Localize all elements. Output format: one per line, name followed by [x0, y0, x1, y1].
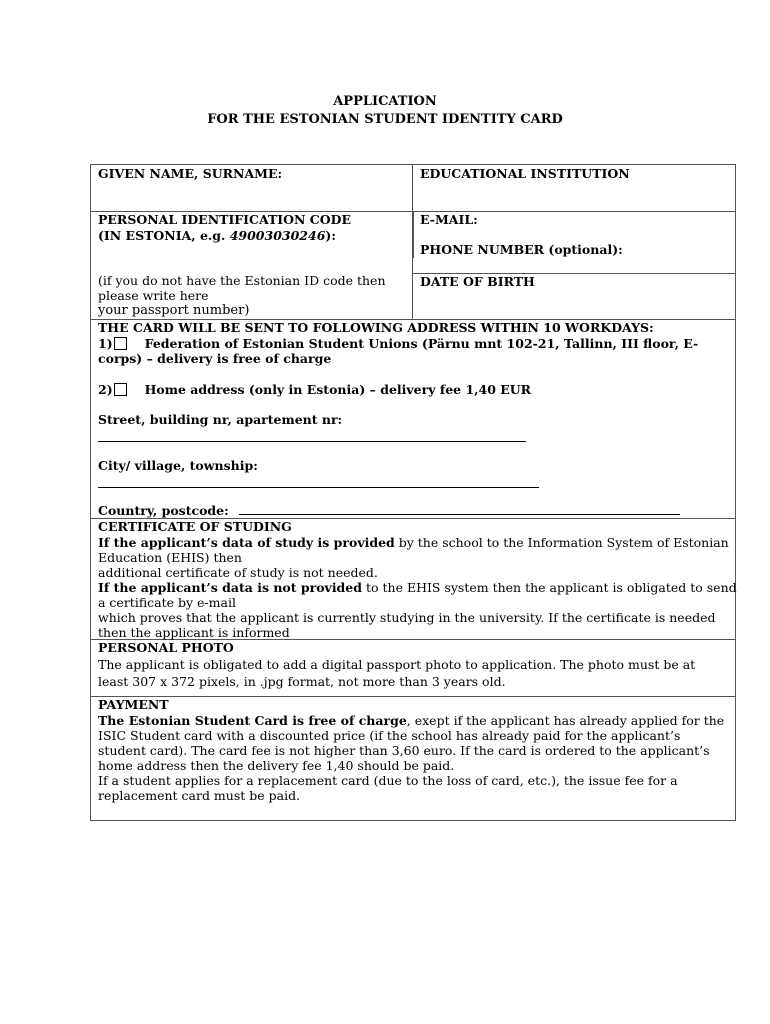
personal-code-label: PERSONAL IDENTIFICATION CODE [98, 212, 351, 227]
row-id-contact [90, 212, 736, 320]
country-label: Country, postcode: [98, 503, 229, 518]
city-input-line[interactable] [98, 487, 539, 488]
document-title: APPLICATION [333, 94, 437, 109]
payment-heading: PAYMENT [98, 697, 169, 712]
institution-label: EDUCATIONAL INSTITUTION [420, 166, 630, 181]
delivery-option-2: 2) Home address (only in Estonia) – delivery fee 1,40 EUR [98, 382, 532, 397]
certificate-paragraph-2: If the applicant’s data is not provided to the EHIS system then the applicant is obligated to send a certificate by e-mail which proves that the applicant is currently studying in the university. If the certificate is needed then the applicant is informed [98, 580, 737, 640]
institution-field[interactable] [413, 165, 735, 211]
email-phone-field[interactable] [413, 212, 735, 273]
row-certificate [90, 519, 736, 640]
personal-code-field[interactable] [91, 212, 413, 319]
street-input-line[interactable] [98, 441, 526, 442]
passport-note-line3: your passport number) [98, 303, 250, 318]
row-payment [90, 697, 736, 821]
delivery-heading: THE CARD WILL BE SENT TO FOLLOWING ADDRESS WITHIN 10 WORKDAYS: [98, 320, 654, 335]
street-label: Street, building nr, apartement nr: [98, 412, 343, 427]
dob-label: DATE OF BIRTH [420, 274, 535, 289]
date-of-birth-field[interactable] [413, 274, 735, 319]
row-name-institution [90, 164, 736, 212]
photo-heading: PERSONAL PHOTO [98, 640, 234, 655]
city-label: City/ village, township: [98, 458, 258, 473]
given-name-field[interactable] [91, 165, 413, 211]
phone-label: PHONE NUMBER (optional): [420, 242, 623, 257]
option-2-checkbox[interactable] [114, 383, 127, 396]
email-label: E-MAIL: [420, 212, 478, 227]
given-name-label: GIVEN NAME, SURNAME: [98, 166, 283, 181]
option-1-checkbox[interactable] [114, 337, 127, 350]
delivery-option-1: 1) Federation of Estonian Student Unions (Pärnu mnt 102-21, Tallinn, III floor, E- [98, 336, 699, 351]
passport-note-line1: (if you do not have the Estonian ID code then [98, 273, 386, 288]
row-photo [90, 640, 736, 697]
document-subtitle: FOR THE ESTONIAN STUDENT IDENTITY CARD [207, 112, 563, 127]
personal-code-example-label: (IN ESTONIA, e.g. 49003030246): [98, 228, 336, 243]
contact-cell [413, 212, 735, 319]
certificate-heading: CERTIFICATE OF STUDING [98, 519, 292, 534]
country-input-line[interactable] [239, 514, 680, 515]
payment-paragraph: The Estonian Student Card is free of charge, exept if the applicant has already applied for the ISIC Student card with a discounted price (if the school has already paid for the applicant’s student card). The card fee is not higher than 3,60 euro. If the card is ordered to the applicant’s home address then the delivery fee 1,40 should be paid. If a student applies for a replacement card (due to the loss of card, etc.), the issue fee for a replacement card must be paid. [98, 713, 725, 803]
delivery-option-1-line2: corps) – delivery is free of charge [98, 351, 332, 366]
application-form [90, 164, 736, 821]
certificate-paragraph-1: If the applicant’s data of study is provided by the school to the Information System of Estonian Education (EHIS) then additional certificate of study is not needed. [98, 535, 729, 580]
photo-paragraph: The applicant is obligated to add a digital passport photo to application. The photo must be at least 307 x 372 pixels, in .jpg format, not more than 3 years old. [98, 657, 696, 689]
passport-note-line2: please write here [98, 288, 209, 303]
row-delivery [90, 320, 736, 519]
